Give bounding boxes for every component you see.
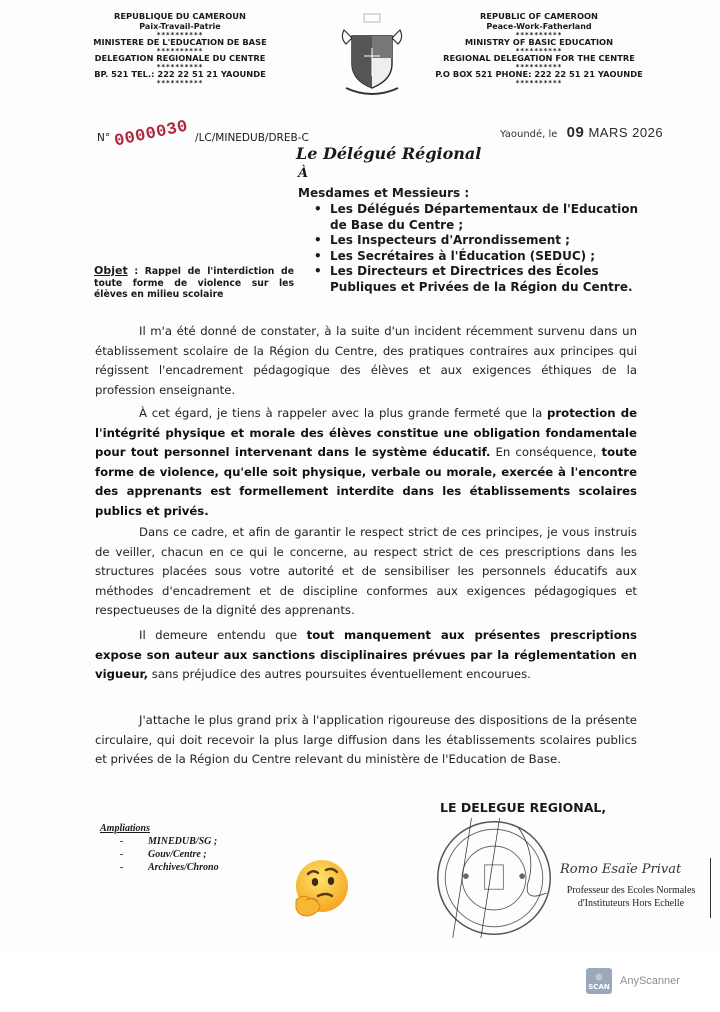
stamped-reference-number: 0000030	[112, 117, 191, 152]
header-right-english	[414, 12, 664, 87]
separator: **********	[515, 46, 563, 55]
separator: **********	[156, 46, 204, 55]
reference-code: /LC/MINEDUB/DREB-C	[195, 132, 309, 144]
date-month: MARS	[588, 125, 629, 140]
delegation-fr: DELEGATION REGIONALE DU CENTRE	[94, 53, 266, 64]
ministry-en: MINISTRY OF BASIC EDUCATION	[464, 36, 614, 47]
ampliation-item: - Gouv/Centre ;	[100, 848, 219, 861]
date-year: 2026	[632, 125, 664, 140]
date-place-label: Yaoundé, le	[500, 129, 558, 140]
body-paragraph-4	[95, 626, 637, 685]
ministry-fr: MINISTERE DE L'EDUCATION DE BASE	[93, 36, 267, 47]
recipients-title: Mesdames et Messieurs :	[298, 186, 470, 200]
reference-line	[97, 117, 309, 152]
motto-en: Peace-Work-Fatherland	[486, 21, 592, 31]
official-seal-icon	[434, 818, 554, 938]
recipient-item: • Les Directeurs et Directrices des Écoles Publiques et Privées de la Région du Centre.	[312, 264, 657, 295]
separator: **********	[515, 79, 563, 88]
subject-label: Objet	[94, 264, 128, 277]
number-label: N°	[97, 132, 111, 144]
date-line	[500, 124, 663, 141]
separator: **********	[156, 79, 204, 88]
scanner-watermark	[586, 968, 680, 994]
address-en: P.O BOX 521 PHONE: 222 22 51 21 YAOUNDE	[435, 69, 643, 80]
signatory-name: Romo Esaïe Privat	[560, 862, 682, 877]
ampliations-title: Ampliations	[100, 823, 151, 834]
recipient-item: • Les Inspecteurs d'Arrondissement ;	[312, 233, 657, 249]
paragraph-text: À cet égard, je tiens à rappeler avec la plus grande fermeté que la	[139, 406, 548, 420]
paragraph-text: sans préjudice des autres poursuites éventuellement encourues.	[148, 667, 531, 682]
header-left-french	[55, 12, 305, 87]
separator: **********	[156, 63, 204, 72]
separator: **********	[156, 30, 204, 39]
signatory-rank-line: Professeur des Ecoles Normales	[566, 885, 696, 896]
logo-text: SCAN	[588, 983, 610, 991]
motto-fr: Paix-Travail-Patrie	[139, 21, 221, 31]
signatory-rank	[556, 884, 706, 910]
watermark-app-name: AnyScanner	[620, 975, 680, 987]
body-paragraph-1	[95, 322, 637, 400]
paragraph-text: Il m'a été donné de constater, à la suite d'un incident récemment survenu dans un établissement scolaire de la Région du Centre, des pratiques contraires aux principes qui régissent l'encadrement pédagogique des élèves et aux exigences éthiques de la profession enseignante.	[95, 324, 637, 397]
anyscanner-logo-icon	[586, 968, 612, 994]
separator: **********	[515, 63, 563, 72]
paragraph-text: J'attache le plus grand prix à l'application rigoureuse des dispositions de la présente circulaire, qui doit recevoir la plus large diffusion dans les établissements scolaires publics et privées de la Région du Centre relevant du ministère de l'Education de Base.	[95, 713, 637, 767]
recipient-item: • Les Délégués Départementaux de l'Education de Base du Centre ;	[312, 202, 657, 233]
addressee-prefix: À	[298, 166, 309, 181]
signature-stroke	[710, 858, 711, 918]
paragraph-text: En conséquence,	[490, 445, 602, 460]
emphasis-text: toute forme de violence, qu'elle soit physique, verbale ou morale, exercée à l'encontre des apprenants est formellement interdite dans les établissements scolaires publics et privés.	[95, 445, 637, 518]
signatory-title: LE DELEGUE REGIONAL,	[440, 800, 607, 815]
recipients-list	[312, 202, 657, 295]
paragraph-text: Il demeure entendu que	[139, 628, 307, 642]
coat-of-arms-icon	[336, 8, 408, 98]
logo-ring-icon: ◎	[595, 972, 603, 981]
ampliations-block	[100, 822, 219, 874]
body-paragraph-5	[95, 711, 637, 770]
body-paragraph-2	[95, 404, 637, 522]
thinking-face-emoji-icon	[288, 856, 352, 920]
signatory-rank-line: d'Instituteurs Hors Echelle	[577, 898, 685, 909]
emphasis-text: tout manquement aux présentes prescriptions expose son auteur aux sanctions disciplinaires prévues par la réglementation en vigueur,	[95, 628, 637, 682]
paragraph-text: Dans ce cadre, et afin de garantir le respect strict de ces principes, je vous instruis de veiller, chacun en ce qui le concerne, au respect strict de ces prescriptions dans les structures placées sous votre autorité et de sensibiliser les personnels éducatifs aux méthodes d'encadrement et de discipline conformes aux exigences pédagogiques et respectueuses de la dignité des apprenants.	[95, 525, 637, 618]
body-paragraph-3	[95, 523, 637, 621]
ampliation-item: - Archives/Chrono	[100, 861, 219, 874]
date-stamp	[567, 125, 663, 140]
recipient-item: • Les Secrétaires à l'Éducation (SEDUC) ;	[312, 249, 657, 265]
ampliation-item: - MINEDUB/SG ;	[100, 835, 219, 848]
date-day: 09	[566, 124, 585, 141]
country-name-en: REPUBLIC OF CAMEROON	[479, 11, 599, 21]
separator: **********	[515, 30, 563, 39]
address-fr: BP. 521 TEL.: 222 22 51 21 YAOUNDE	[94, 69, 266, 80]
sender-title: Le Délégué Régional	[296, 144, 482, 163]
subject-block	[94, 265, 294, 301]
delegation-en: REGIONAL DELEGATION FOR THE CENTRE	[443, 53, 635, 64]
country-name-fr: REPUBLIQUE DU CAMEROUN	[114, 11, 246, 21]
emphasis-text: protection de l'intégrité physique et morale des élèves constitue une obligation fondamentale pour tout personnel intervenant dans le système éducatif.	[95, 406, 637, 460]
subject-text: : Rappel de l'interdiction de toute forme de violence sur les élèves en milieu scolaire	[94, 266, 294, 300]
